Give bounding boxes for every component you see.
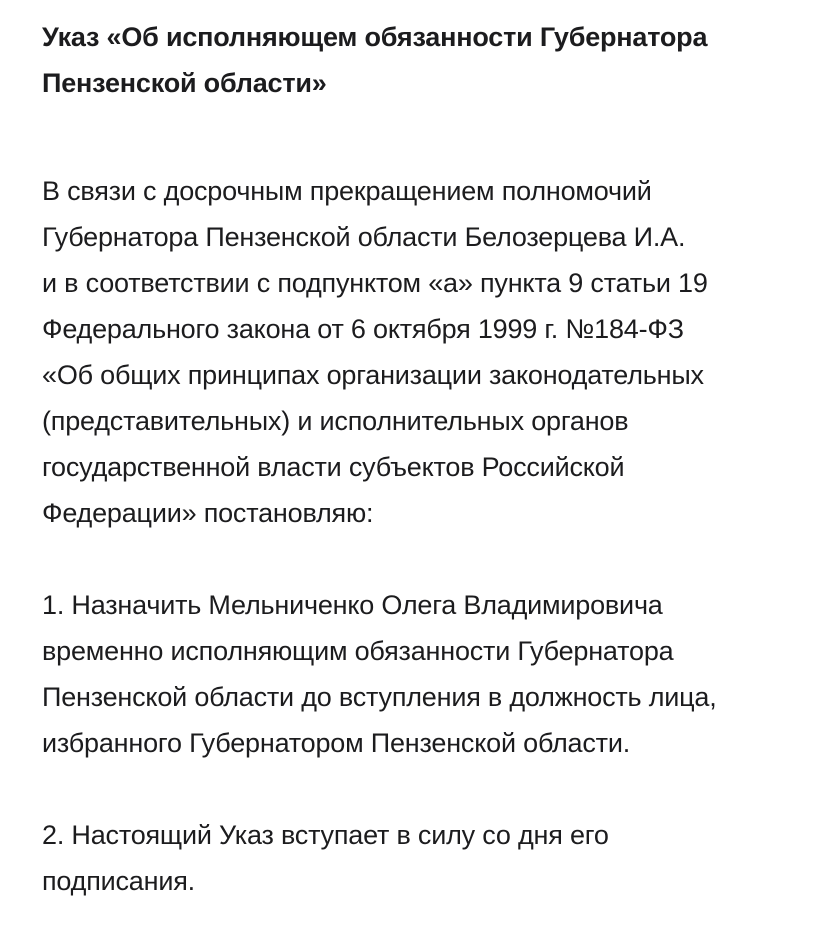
decree-document — [42, 14, 812, 904]
preamble-line: (представительных) и исполнительных органов — [42, 406, 629, 436]
item-2-line: 2. Настоящий Указ вступает в силу со дня его — [42, 820, 609, 850]
decree-item-2 — [42, 812, 812, 904]
title-line: Пензенской области» — [42, 68, 327, 98]
decree-item-1 — [42, 582, 812, 766]
preamble-paragraph — [42, 168, 812, 536]
preamble-line: государственной власти субъектов Российской — [42, 452, 625, 482]
item-1-line: избранного Губернатором Пензенской области. — [42, 728, 631, 758]
preamble-line: Губернатора Пензенской области Белозерцева И.А. — [42, 222, 686, 252]
item-1-line: Пензенской области до вступления в должность лица, — [42, 682, 717, 712]
item-1-line: 1. Назначить Мельниченко Олега Владимировича — [42, 590, 663, 620]
preamble-line: Федерального закона от 6 октября 1999 г. №184-ФЗ — [42, 314, 684, 344]
preamble-line: В связи с досрочным прекращением полномочий — [42, 176, 652, 206]
preamble-line: и в соответствии с подпунктом «а» пункта 9 статьи 19 — [42, 268, 708, 298]
item-1-line: временно исполняющим обязанности Губернатора — [42, 636, 674, 666]
preamble-line: «Об общих принципах организации законодательных — [42, 360, 704, 390]
item-2-line: подписания. — [42, 866, 195, 896]
preamble-line: Федерации» постановляю: — [42, 498, 374, 528]
decree-title — [42, 14, 812, 106]
title-line: Указ «Об исполняющем обязанности Губернатора — [42, 22, 708, 52]
